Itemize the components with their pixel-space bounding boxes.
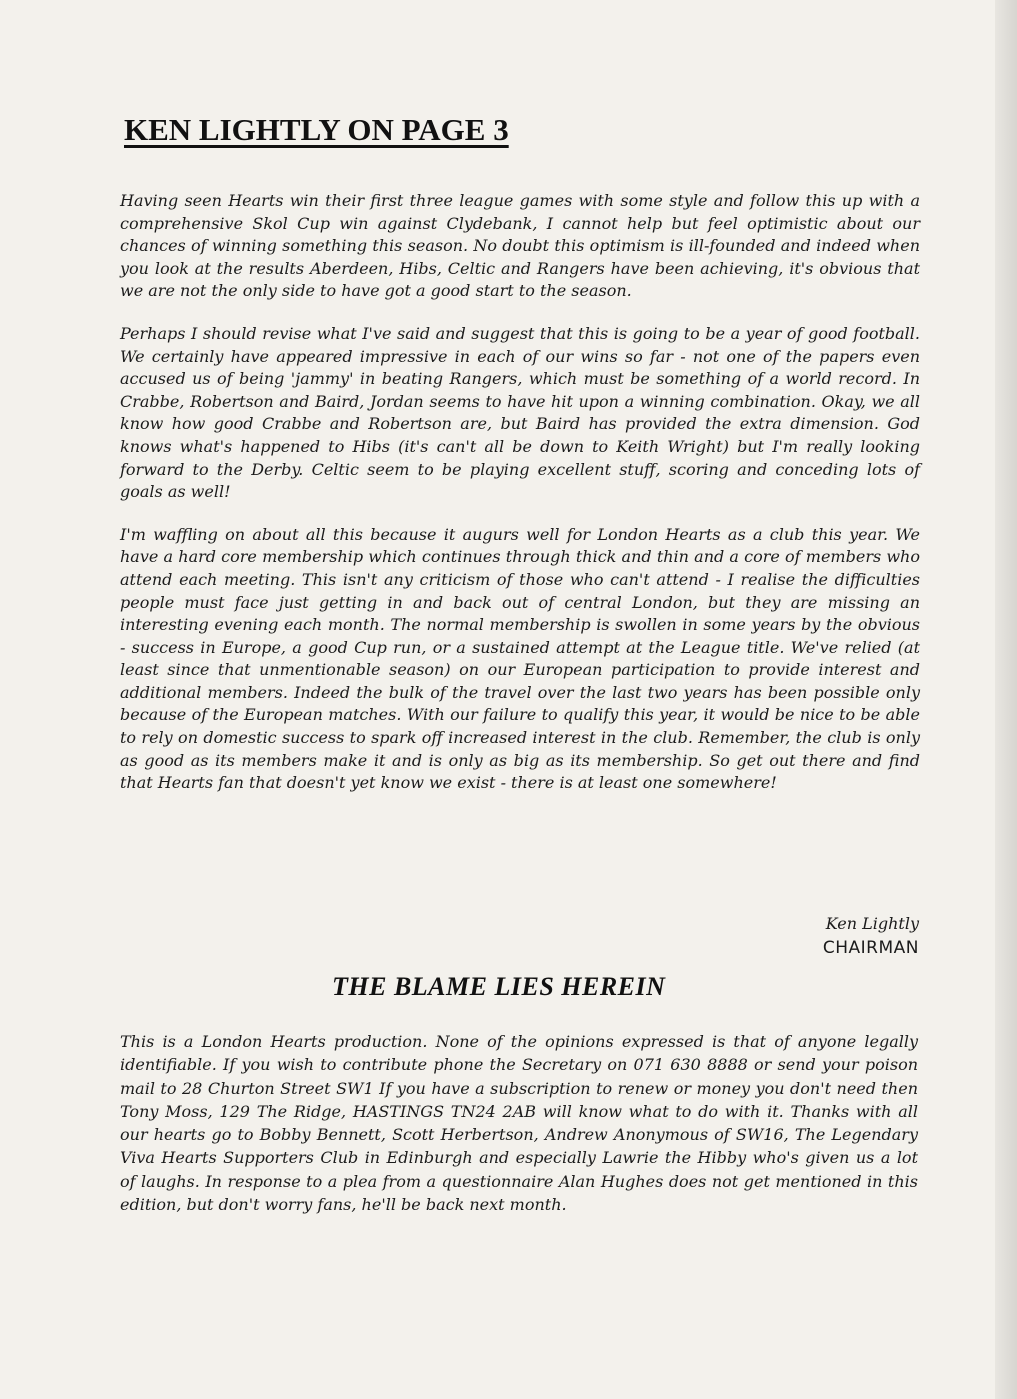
article-paragraph: I'm waffling on about all this because it augurs well for London Hearts as a club this year. We have a hard core membership which continues through thick and thin and a core of members who attend each meeting. This isn't any criticism of those who can't attend - I realise the difficulties people must face just getting in and back out of central London, but they are missing an interesting evening each month. The normal membership is swollen in some years by the obvious - success in Europe, a good Cup run, or a sustained attempt at the League title. We've relied (at least since that unmentionable season) on our European participation to provide interest and additional members. Indeed the bulk of the travel over the last two years has been possible only because of the European matches. With our failure to qualify this year, it would be nice to be able to rely on domestic success to spark off increased interest in the club. Remember, the club is only as good as its members make it and is only as big as its membership. So get out there and find that Hearts fan that doesn't yet know we exist - there is at least one somewhere! <box>120 524 920 793</box>
article-body <box>120 190 920 815</box>
credits-body <box>120 1030 918 1216</box>
page-edge <box>995 0 1017 1399</box>
signature-block <box>823 912 919 960</box>
article-paragraph: Perhaps I should revise what I've said and suggest that this is going to be a year of good football. We certainly have appeared impressive in each of our wins so far - not one of the papers even accused us of being 'jammy' in beating Rangers, which must be something of a world record. In Crabbe, Robertson and Baird, Jordan seems to have hit upon a winning combination. Okay, we all know how good Crabbe and Robertson are, but Baird has provided the extra dimension. God knows what's happened to Hibs (it's can't all be down to Keith Wright) but I'm really looking forward to the Derby. Celtic seem to be playing excellent stuff, scoring and conceding lots of goals as well! <box>120 323 920 502</box>
credits-title: THE BLAME LIES HEREIN <box>332 972 666 1001</box>
article-title: KEN LIGHTLY ON PAGE 3 <box>124 112 509 147</box>
signature-name: Ken Lightly <box>825 914 919 933</box>
article-paragraph: Having seen Hearts win their first three league games with some style and follow this up with a comprehensive Skol Cup win against Clydebank, I cannot help but feel optimistic about our chances of winning something this season. No doubt this optimism is ill-founded and indeed when you look at the results Aberdeen, Hibs, Celtic and Rangers have been achieving, it's obvious that we are not the only side to have got a good start to the season. <box>120 191 920 301</box>
signature-role: CHAIRMAN <box>822 938 919 958</box>
credits-paragraph: This is a London Hearts production. None of the opinions expressed is that of anyone legally identifiable. If you wish to contribute phone the Secretary on 071 630 8888 or send your poison mail to 28 Churton Street SW1 If you have a subscription to renew or money you don't need then Tony Moss, 129 The Ridge, HASTINGS TN24 2AB will know what to do with it. Thanks with all our hearts go to Bobby Bennett, Scott Herbertson, Andrew Anonymous of SW16, The Legendary Viva Hearts Supporters Club in Edinburgh and especially Lawrie the Hibby who's given us a lot of laughs. In response to a plea from a questionnaire Alan Hughes does not get mentioned in this edition, but don't worry fans, he'll be back next month. <box>120 1032 918 1215</box>
